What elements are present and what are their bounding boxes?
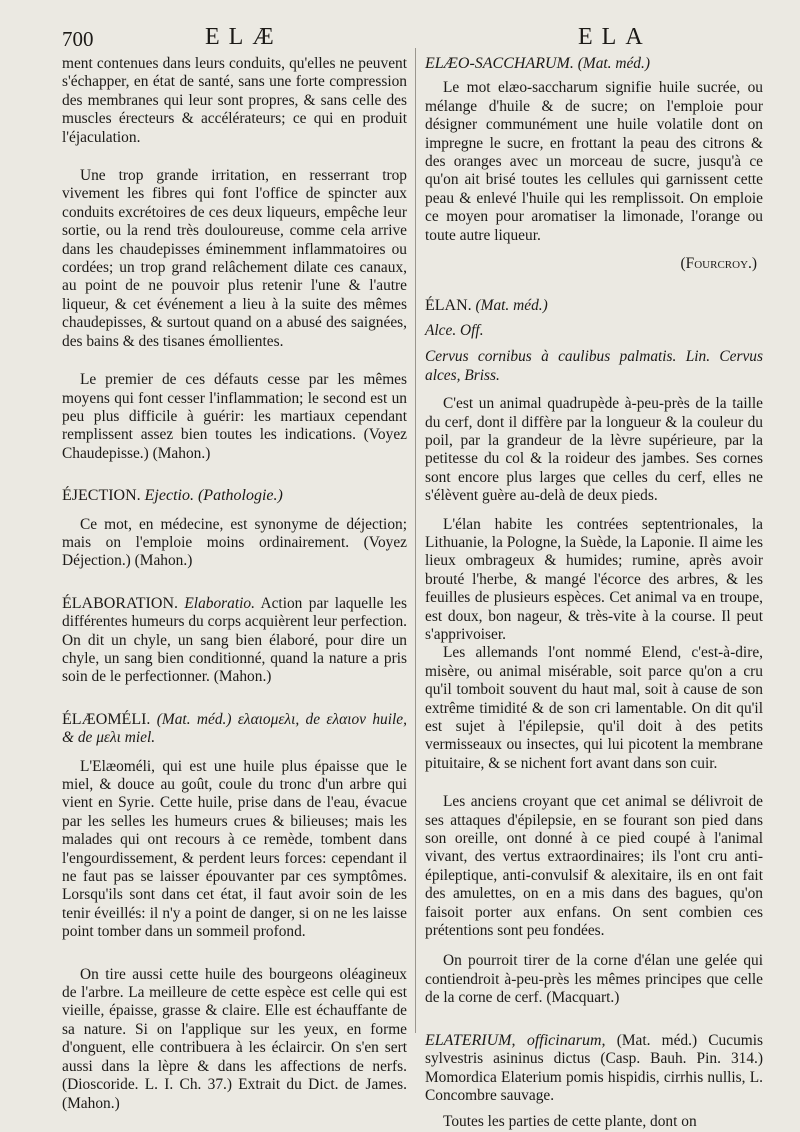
left-column	[62, 55, 407, 1113]
paragraph: Les allemands l'ont nommé Elend, c'est-à-dire, misère, ou animal misérable, soit parce qu'on a cru qu'il tomboit souvent du haut mal, soit à cause de son extrême timidité & de son cri lamentable. On dit qu'il est sujet à l'épilepsie, qu'il doit à des petits vermisseaux ou insectes, qui lui picotent la membrane pituitaire, & se nichent fort avant dans son cuir.	[425, 644, 763, 772]
synonym-line: Cervus cornibus à caulibus palmatis. Lin. Cervus alces, Briss.	[425, 348, 763, 384]
entry-title: ÉLÆOMÉLI.	[62, 710, 151, 728]
entry-title: ÉJECTION.	[62, 487, 141, 505]
entry-title: ELATERIUM, officinarum,	[425, 1031, 606, 1049]
entry-text: (Mat. méd.) Cucumis sylvestris asininus dictus (Casp. Bauh. Pin. 314.) Momordica Elaterium pomis hispidis, cirrhis nullis, L. Concombre sauvage.	[425, 1031, 763, 1104]
entry-elaeo-saccharum	[425, 55, 763, 73]
paragraph: Le premier de ces défauts cesse par les mêmes moyens qui font cesser l'inflammation; le second est un peu plus difficile à guérir: les martiaux cependant remplissent assez bien toutes les indications. (Voyez Chaudepisse.) (Mahon.)	[62, 371, 407, 462]
paragraph: On tire aussi cette huile des bourgeons oléagineux de l'arbre. La meilleure de cette espèce est celle qui est vieille, épaisse, grasse & claire. Elle est échauffante de sa nature. Si on l'applique sur les yeux, en forme d'onguent, elle contribuera à les éclaircir. On s'en sert aussi dans la lèpre & dans les affections de nerfs. (Dioscoride. L. I. Ch. 37.) Extrait du Dict. de James. (Mahon.)	[62, 965, 407, 1112]
paragraph: Ce mot, en médecine, est synonyme de déjection; mais on l'emploie moins ordinairement. (Voyez Déjection.) (Mahon.)	[62, 515, 407, 570]
right-column	[425, 55, 763, 1132]
paragraph: L'Elæoméli, qui est une huile plus épaisse que le miel, & douce au goût, coule du tronc d'un arbre qui vient en Syrie. Cette huile, prise dans de l'eau, évacue par les selles les humeurs crues & bilieuses; mais les malades qui ont recours à ce remède, tombent dans l'engourdissement, & perdent leurs forces: cependant il ne faut pas se laisser épouvanter par ces symptômes. Lorsqu'ils sont dans cet état, il faut avoir soin de les tenir éveillés: il n'y a point de danger, si on ne les laisse point tomber dans un sommeil profond.	[62, 757, 407, 941]
page-number: 700	[62, 27, 94, 51]
entry-elaeomeli	[62, 711, 407, 748]
column-divider	[415, 48, 416, 1033]
entry-elaterium	[425, 1032, 763, 1106]
entry-latin: Elaboratio.	[184, 594, 255, 612]
entry-title: ÉLAN.	[425, 297, 472, 315]
entry-class: (Mat. méd.)	[475, 297, 548, 315]
paragraph: On pourroit tirer de la corne d'élan une gelée qui contiendroit à-peu-près les mêmes principes que celle de la corne de cerf. (Macquart.)	[425, 952, 763, 1007]
paragraph: Le mot elæo-saccharum signifie huile sucrée, ou mélange d'huile & de sucre; on l'emploie pour désigner communément une huile volatile dont on impregne le sucre, en frottant la peau des citrons & des oranges avec un morceau de sucre, jusqu'à ce qu'on ait brisé toutes les cellules qui garnissent cette peau & enlevé l'huile qui les remplissoit. On emploie ce moyen pour aromatiser la limonade, l'orange ou toute autre liqueur.	[425, 79, 763, 244]
entry-class: (Mat. méd.)	[156, 710, 232, 728]
entry-class: (Pathologie.)	[197, 487, 283, 505]
entry-ejection	[62, 487, 407, 505]
entry-text: Action par laquelle les différentes humeurs du corps acquièrent leur perfection. On dit un chyle, un sang bien élaboré, pour dire un chyle, un sang bien conditionné, quand la nature a pris soin de le perfectionner. (Mahon.)	[62, 594, 407, 686]
entry-title: ELÆO-SACCHARUM.	[425, 55, 574, 72]
entry-class: (Mat. méd.)	[577, 55, 650, 72]
paragraph: L'élan habite les contrées septentrionales, la Lithuanie, la Pologne, la Suède, la Laponie. Il aime les lieux ombrageux & humides; rumine, après avoir brouté l'herbe, & mangé l'écorce des arbres, & les feuilles de plusieurs espèces. Cet animal va en troupe, est doux, bon nageur, & très-vite à la course. Il peut s'apprivoiser.	[425, 515, 763, 643]
running-head-left: ELÆ	[205, 24, 283, 50]
entry-greek: ελαιομελι, de ελαιον huile, & de μελι miel.	[62, 710, 407, 747]
entry-elan	[425, 297, 763, 315]
paragraph: Une trop grande irritation, en resserrant trop vivement les fibres qui font l'office de spincter aux conduits excrétoires de ces deux liqueurs, empêche leur sortie, ou la rend très douloureuse, comme cela arrive dans les chaudepisses éminemment inflammatoires ou cordées; un trop grand relâchement dilate ces canaux, au point de ne pouvoir plus retenir l'une & l'autre liqueur, & cet événement a lieu à la suite des mêmes chaudepisses, & surtout quand on a abusé des saignées, des bains & des tisanes émollientes.	[62, 167, 407, 350]
paragraph: Toutes les parties de cette plante, dont on	[443, 1113, 697, 1131]
entry-title: ÉLABORATION.	[62, 594, 178, 612]
synonym-line: Alce. Off.	[425, 321, 484, 339]
running-head-right: ELA	[578, 24, 652, 50]
paragraph: ment contenues dans leurs conduits, qu'elles ne peuvent s'échapper, en état de santé, sans une forte compression des membranes qui leur sont propres, & sans celle des muscles érecteurs & accélérateurs; ce qui en produit l'éjaculation.	[62, 55, 407, 146]
paragraph: C'est un animal quadrupède à-peu-près de la taille du cerf, dont il diffère par la longueur & la couleur du poil, par la grandeur de la lèvre supérieure, par la petitesse du col & la roideur des jambes. Ses cornes sont encore plus larges que celles du cerf, elles ne s'élèvent guère au-delà de deux pieds.	[425, 395, 763, 505]
entry-elaboration	[62, 595, 407, 687]
author-signature: (Fourcroy.)	[680, 255, 757, 273]
paragraph: Les anciens croyant que cet animal se délivroit de ses attaques d'épilepsie, en se fourant son pied dans son oreille, ont donné à ce pied coupé à l'animal vivant, des vertus extraordinaires; ils l'ont cru anti-épileptique, anti-convulsif & alexitaire, ils en ont fait des amulettes, on en a mis dans des bagues, qu'on faisoit porter aux enfans. On sent combien ces prétentions sont peu fondées.	[425, 793, 763, 940]
entry-latin: Ejectio.	[144, 487, 194, 505]
